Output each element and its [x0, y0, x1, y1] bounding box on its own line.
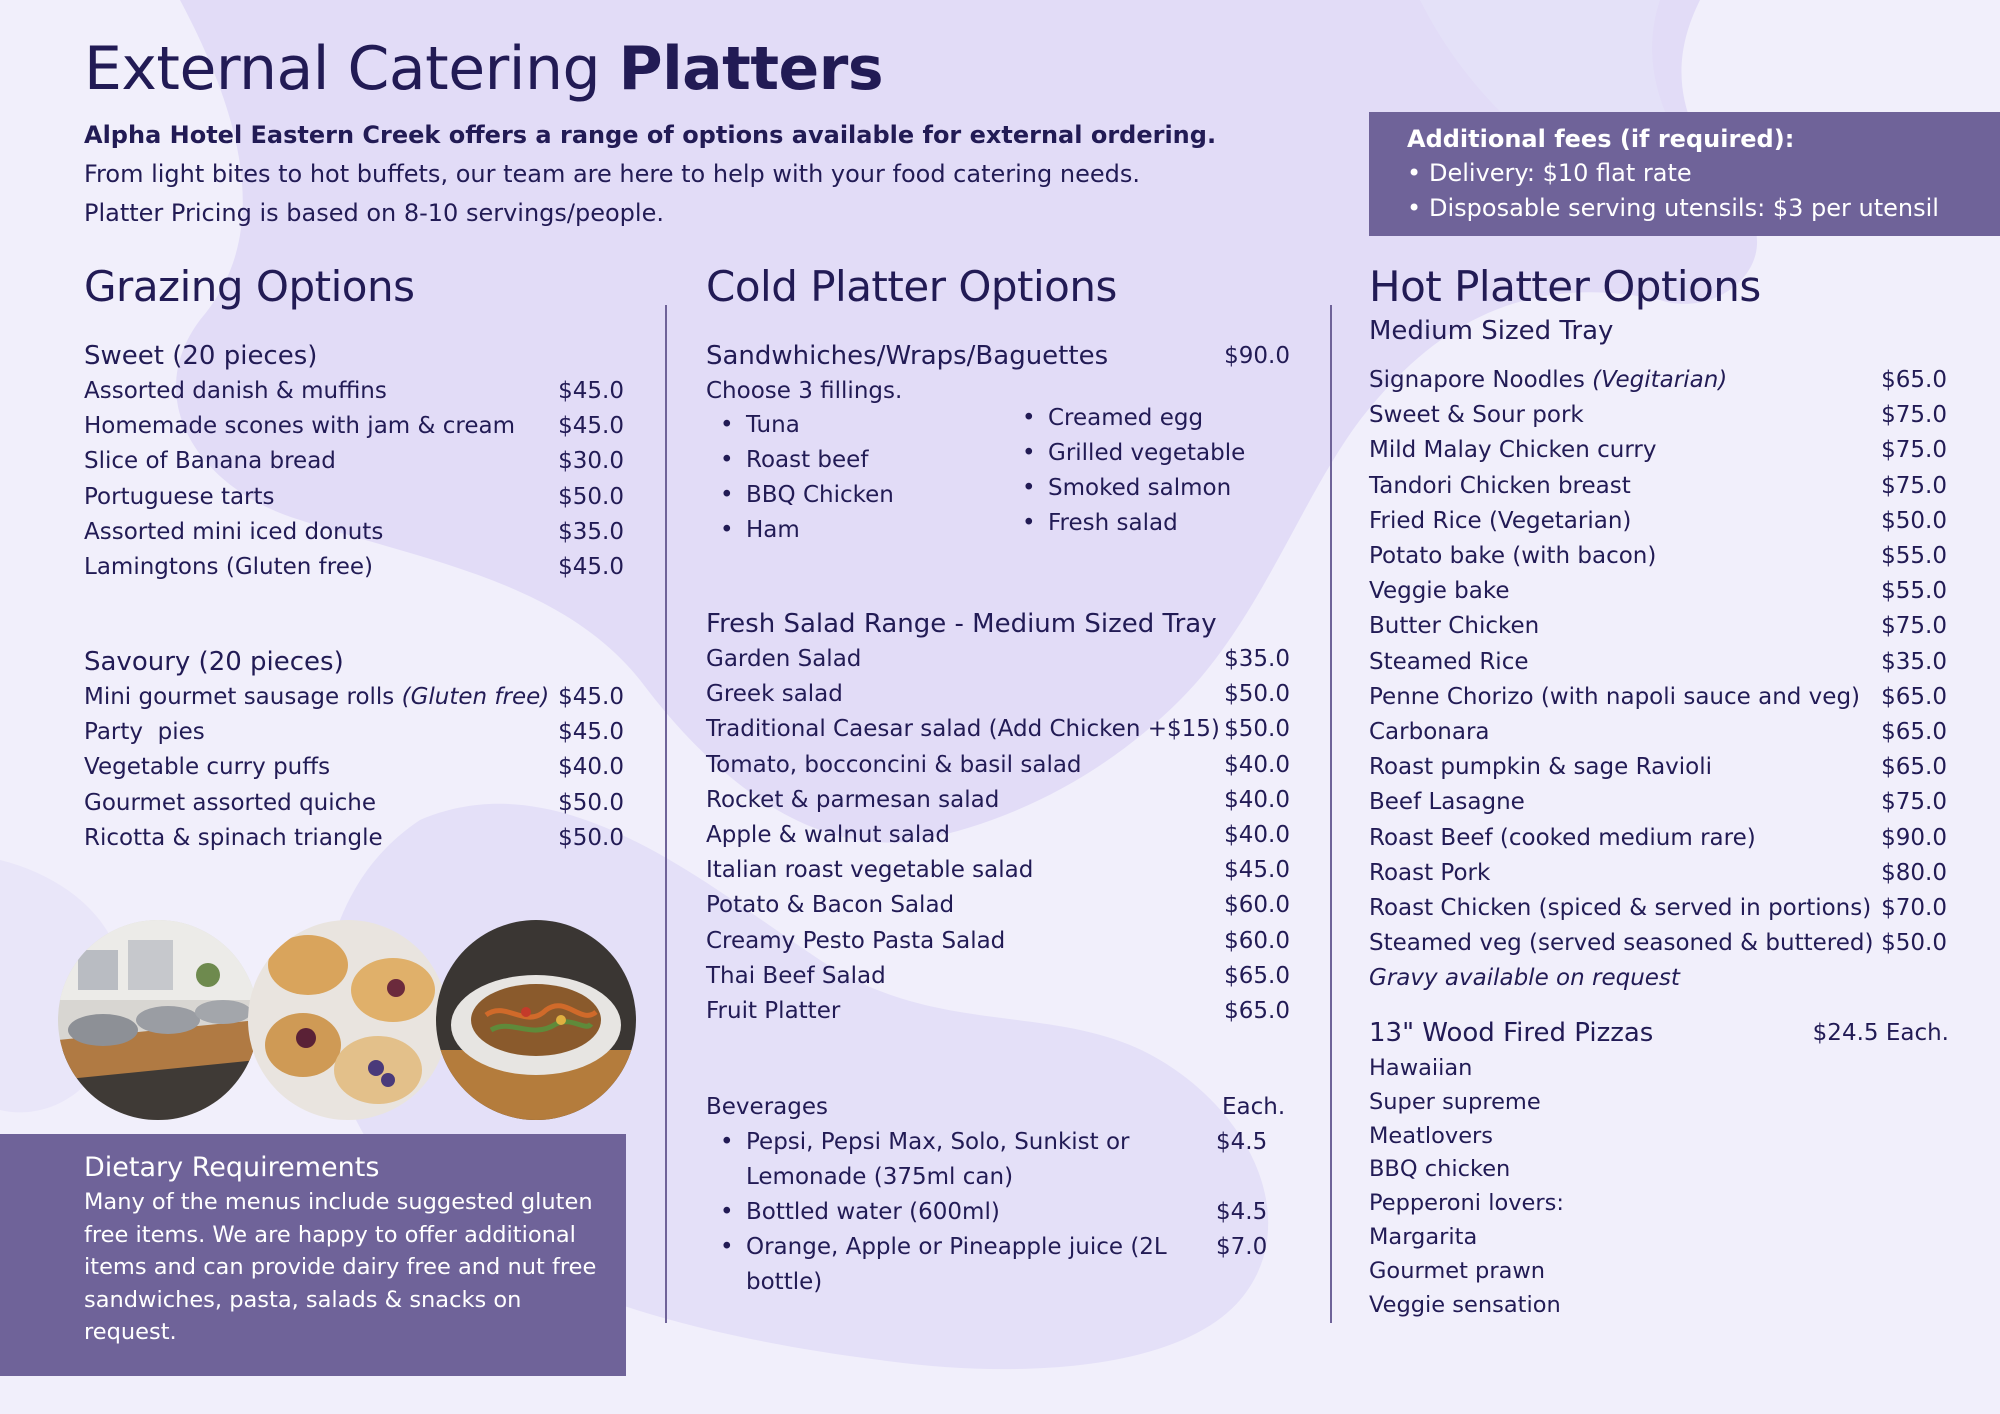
pizza-section: [1369, 1014, 1949, 1322]
column-divider: [665, 305, 667, 1323]
menu-row: [84, 409, 624, 444]
pizza-item: Meatlovers: [1369, 1122, 1494, 1149]
item-price: $65.0: [1881, 754, 1947, 781]
menu-row: [1369, 715, 1947, 750]
menu-row: [84, 750, 624, 785]
item-name: Thai Beef Salad: [706, 962, 886, 989]
fee-item: • Disposable serving utensils: $3 per utensil: [1407, 191, 2000, 226]
hot-list: [1369, 363, 1947, 997]
column-divider: [1330, 305, 1332, 1323]
item-name: Fruit Platter: [706, 998, 841, 1025]
item-price: $65.0: [1224, 998, 1290, 1025]
menu-row: [1369, 433, 1947, 468]
cold-title: Cold Platter Options: [706, 262, 1117, 311]
item-name: Tomato, bocconcini & basil salad: [706, 751, 1082, 778]
item-name: Fried Rice (Vegetarian): [1369, 507, 1632, 534]
buffet-photo: [58, 920, 258, 1120]
intro: [84, 116, 1344, 233]
dietary-body: Many of the menus include suggested gluten free items. We are happy to offer additional items and can provide dairy free and nut free sandwiches, pasta, salads & snacks on request.: [84, 1189, 597, 1345]
menu-row: [1369, 398, 1947, 433]
menu-row: [84, 515, 624, 550]
item-name: [1369, 363, 1727, 398]
item-price: $70.0: [1881, 895, 1947, 922]
beverages-section: [706, 1090, 1296, 1300]
item-name: Potato bake (with bacon): [1369, 543, 1657, 570]
item-name: Apple & walnut salad: [706, 822, 950, 849]
item-price: $75.0: [1881, 789, 1947, 816]
gravy-text: Gravy available on request: [1369, 965, 1680, 992]
menu-row: [706, 783, 1290, 818]
menu-row: [706, 853, 1290, 888]
item-name: Assorted mini iced donuts: [84, 518, 384, 545]
hot-title: Hot Platter Options: [1369, 262, 1761, 311]
item-name: Veggie bake: [1369, 578, 1510, 605]
menu-row: [84, 786, 624, 821]
beverage-text: • Orange, Apple or Pineapple juice (2L: [746, 1234, 1167, 1261]
item-price: $35.0: [1224, 646, 1290, 672]
item-name: Creamy Pesto Pasta Salad: [706, 927, 1006, 954]
intro-line: Platter Pricing is based on 8-10 servings/people.: [84, 199, 664, 227]
intro-line: Alpha Hotel Eastern Creek offers a range of options available for external ordering.: [84, 121, 1217, 149]
item-name: Mild Malay Chicken curry: [1369, 437, 1657, 464]
pastries-photo: [248, 920, 448, 1120]
item-name: Ricotta & spinach triangle: [84, 824, 383, 851]
item-price: $75.0: [1881, 437, 1947, 464]
sandwich-price: $90.0: [1224, 343, 1290, 369]
fees-title: Additional fees (if required):: [1407, 125, 1795, 153]
item-note: (Gluten free): [401, 684, 550, 710]
menu-row: [84, 821, 624, 856]
fillings-list-right: [1008, 401, 1298, 541]
item-name: Beef Lasagne: [1369, 789, 1525, 816]
salad-heading: Fresh Salad Range - Medium Sized Tray: [706, 609, 1217, 639]
item-price: $40.0: [558, 754, 624, 781]
item-price: $50.0: [558, 789, 624, 816]
item-name: Greek salad: [706, 681, 843, 708]
menu-row: [1369, 680, 1947, 715]
beverages-heading-row: [706, 1090, 1292, 1125]
menu-row: [706, 642, 1290, 677]
menu-row: [706, 959, 1290, 994]
beverage-item: [706, 1195, 1296, 1230]
item-name: Potato & Bacon Salad: [706, 892, 955, 919]
item-price: $90.0: [1881, 824, 1947, 851]
beverage-text-cont: bottle): [746, 1269, 823, 1296]
menu-row: [706, 748, 1290, 783]
item-name-text: Mini gourmet sausage rolls: [84, 684, 402, 710]
item-name: Homemade scones with jam & cream: [84, 413, 516, 440]
beverage-text-cont: Lemonade (375ml can): [746, 1164, 1014, 1191]
menu-row: [1369, 891, 1947, 926]
item-price: $30.0: [558, 448, 624, 475]
filling-item: • Tuna: [706, 408, 996, 443]
item-price: $35.0: [558, 518, 624, 545]
item-name: Gourmet assorted quiche: [84, 789, 377, 816]
pizza-price: $24.5 Each.: [1812, 1020, 1949, 1046]
item-price: $45.0: [1224, 857, 1290, 884]
menu-row: [84, 374, 624, 409]
hot-subtitle: Medium Sized Tray: [1369, 316, 1614, 346]
filling-item: • Ham: [706, 513, 996, 548]
menu-row: [84, 680, 624, 715]
beverage-price: $4.5: [1216, 1199, 1268, 1226]
item-name: Garden Salad: [706, 646, 862, 672]
menu-row: [706, 712, 1290, 747]
item-name: Steamed Rice: [1369, 648, 1529, 675]
item-name: Carbonara: [1369, 719, 1490, 746]
item-price: $45.0: [558, 684, 624, 710]
item-price: $65.0: [1881, 367, 1947, 393]
item-price: $50.0: [558, 824, 624, 851]
menu-row: [1369, 856, 1947, 891]
menu-row: [84, 715, 624, 750]
item-price: $50.0: [1224, 681, 1290, 708]
pizza-heading-row: [1369, 1014, 1949, 1052]
filling-item: • Creamed egg: [1008, 401, 1298, 436]
item-name: Party pies: [84, 719, 205, 746]
item-name: Penne Chorizo (with napoli sauce and veg): [1369, 683, 1861, 710]
item-price: $60.0: [1224, 927, 1290, 954]
item-price: $50.0: [1881, 507, 1947, 534]
item-price: $50.0: [1881, 930, 1947, 957]
item-name: Portuguese tarts: [84, 483, 275, 510]
page-title: [84, 34, 883, 104]
item-name: Roast Chicken (spiced & served in portions): [1369, 895, 1872, 922]
item-price: $75.0: [1881, 402, 1947, 429]
item-price: $40.0: [1224, 786, 1290, 813]
beverage-text: • Pepsi, Pepsi Max, Solo, Sunkist or: [746, 1129, 1130, 1156]
item-price: $55.0: [1881, 578, 1947, 605]
menu-row: [84, 550, 624, 585]
item-price: $55.0: [1881, 543, 1947, 570]
title-regular: External Catering: [84, 34, 619, 104]
menu-row: [1369, 785, 1947, 820]
item-note: (Vegitarian): [1592, 367, 1728, 393]
item-price: $45.0: [558, 719, 624, 746]
beverages-heading: Beverages: [706, 1094, 828, 1120]
item-name: Assorted danish & muffins: [84, 378, 387, 404]
menu-row: [706, 994, 1290, 1029]
dietary-panel: [0, 1134, 626, 1376]
pizza-item: Gourmet prawn: [1369, 1257, 1546, 1284]
pizza-item: Super supreme: [1369, 1088, 1541, 1115]
item-name: Sweet & Sour pork: [1369, 402, 1584, 429]
pizza-heading: 13" Wood Fired Pizzas: [1369, 1018, 1654, 1048]
beverage-price: $4.5: [1216, 1129, 1268, 1156]
item-price: $45.0: [558, 413, 624, 440]
beverages-each: Each.: [1222, 1094, 1286, 1120]
menu-row: [1369, 645, 1947, 680]
sweet-section: [84, 338, 624, 585]
menu-row: [706, 888, 1290, 923]
menu-row: [706, 818, 1290, 853]
item-name: Butter Chicken: [1369, 613, 1540, 640]
fillings-list-left: [706, 408, 996, 548]
noodles-photo: [436, 920, 636, 1120]
dietary-title: Dietary Requirements: [84, 1152, 380, 1183]
menu-row: [1369, 539, 1947, 574]
filling-item: • Roast beef: [706, 443, 996, 478]
menu-row: [706, 924, 1290, 959]
item-price: $65.0: [1224, 962, 1290, 989]
menu-row: [84, 444, 624, 479]
item-name: Tandori Chicken breast: [1369, 472, 1631, 499]
item-price: $50.0: [1224, 716, 1290, 743]
pizza-item: Margarita: [1369, 1223, 1478, 1250]
menu-row: [1369, 926, 1947, 961]
item-price: $75.0: [1881, 472, 1947, 499]
filling-item: • BBQ Chicken: [706, 478, 996, 513]
item-price: $50.0: [558, 483, 624, 510]
sandwich-note: Choose 3 fillings.: [706, 378, 903, 404]
item-price: $65.0: [1881, 719, 1947, 746]
sandwich-heading: Sandwhiches/Wraps/Baguettes: [706, 341, 1109, 371]
sandwich-section: [706, 338, 1290, 408]
beverage-text: • Bottled water (600ml): [746, 1199, 1000, 1226]
salad-section: [706, 606, 1290, 1029]
menu-row: [1369, 469, 1947, 504]
menu-row: [84, 480, 624, 515]
menu-row: [1369, 609, 1947, 644]
beverage-item: [706, 1125, 1296, 1195]
item-price: $65.0: [1881, 683, 1947, 710]
savoury-section: [84, 644, 624, 856]
filling-item: • Grilled vegetable: [1008, 436, 1298, 471]
sandwich-heading-row: [706, 338, 1290, 374]
pizza-item: Pepperoni lovers:: [1369, 1190, 1564, 1217]
menu-row: [1369, 504, 1947, 539]
fee-item: • Delivery: $10 flat rate: [1407, 156, 2000, 191]
item-price: $45.0: [558, 378, 624, 404]
item-price: $75.0: [1881, 613, 1947, 640]
item-price: $45.0: [558, 554, 624, 581]
intro-line: From light bites to hot buffets, our team are here to help with your food catering needs.: [84, 160, 1140, 188]
item-price: $35.0: [1881, 648, 1947, 675]
item-name: Roast Pork: [1369, 859, 1491, 886]
item-name: Slice of Banana bread: [84, 448, 336, 475]
menu-row: [706, 677, 1290, 712]
item-name: Lamingtons (Gluten free): [84, 554, 373, 581]
item-name: Rocket & parmesan salad: [706, 786, 1000, 813]
item-name-text: Signapore Noodles: [1369, 367, 1593, 393]
menu-row: [1369, 574, 1947, 609]
gravy-note: [1369, 961, 1947, 996]
item-name: Roast Beef (cooked medium rare): [1369, 824, 1756, 851]
item-name: Steamed veg (served seasoned & buttered): [1369, 930, 1874, 957]
pizza-item: BBQ chicken: [1369, 1156, 1511, 1183]
sweet-heading: Sweet (20 pieces): [84, 341, 318, 371]
filling-item: • Fresh salad: [1008, 506, 1298, 541]
item-name: Traditional Caesar salad (Add Chicken +$15): [706, 716, 1220, 743]
menu-row: [1369, 750, 1947, 785]
menu-row: [1369, 363, 1947, 398]
title-bold: Platters: [618, 34, 884, 104]
item-price: $60.0: [1224, 892, 1290, 919]
item-price: $80.0: [1881, 859, 1947, 886]
pizza-item: Veggie sensation: [1369, 1291, 1561, 1318]
beverage-price: $7.0: [1216, 1234, 1268, 1261]
item-name: Vegetable curry puffs: [84, 754, 331, 781]
filling-item: • Smoked salmon: [1008, 471, 1298, 506]
beverage-item: [706, 1230, 1296, 1300]
additional-fees-panel: [1369, 112, 2000, 236]
item-name: [84, 680, 549, 715]
item-price: $40.0: [1224, 751, 1290, 778]
savoury-heading: Savoury (20 pieces): [84, 647, 344, 677]
grazing-title: Grazing Options: [84, 262, 415, 311]
item-name: Italian roast vegetable salad: [706, 857, 1034, 884]
pizza-item: Hawaiian: [1369, 1055, 1473, 1081]
menu-row: [1369, 821, 1947, 856]
item-name: Roast pumpkin & sage Ravioli: [1369, 754, 1713, 781]
item-price: $40.0: [1224, 822, 1290, 849]
